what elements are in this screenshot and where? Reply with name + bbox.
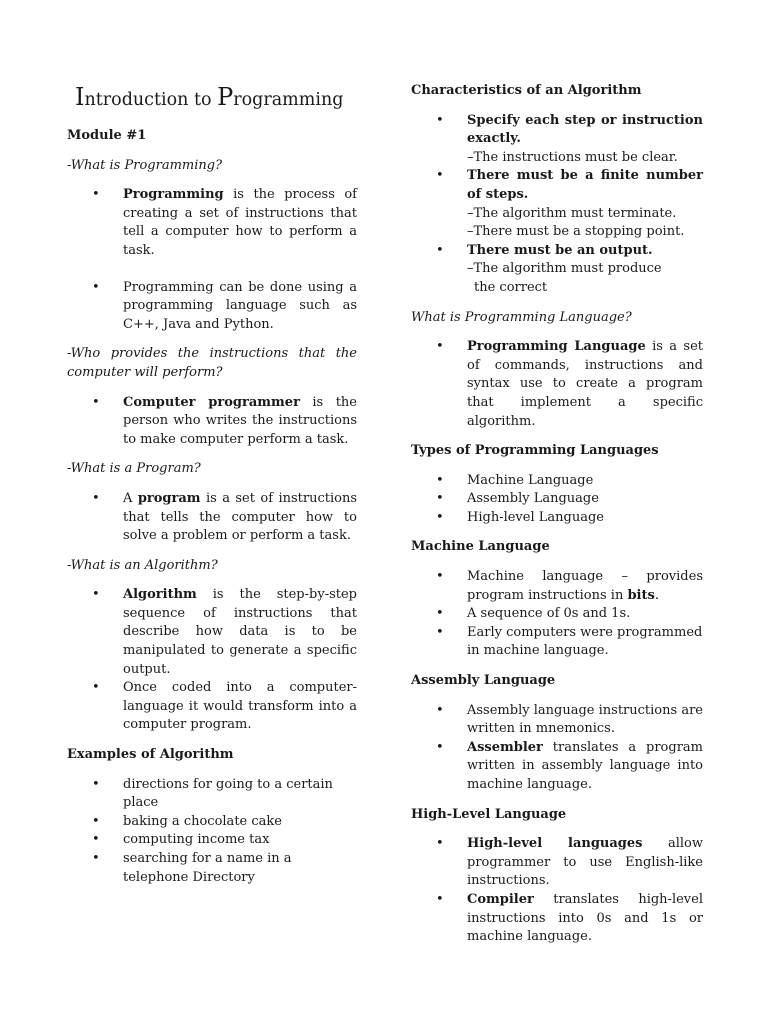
characteristics-heading: Characteristics of an Algorithm	[411, 83, 642, 98]
list-item	[67, 679, 357, 735]
high-level-language-heading: High-Level Language	[411, 806, 567, 822]
term-high-level-languages: High-level languages	[467, 836, 643, 852]
algorithm-list	[67, 586, 357, 735]
title-part-1: ntroduction to	[84, 90, 218, 110]
characteristic-2: There must be a finite number of steps.	[467, 168, 703, 202]
sub-note: –The instructions must be clear.	[467, 149, 678, 165]
question-text: What is Programming?	[70, 157, 223, 173]
list-item: • Early computers were programmed in machine language.	[411, 624, 703, 661]
list-item: • Machine Language	[411, 472, 703, 491]
term-computer-programmer: Computer programmer	[123, 394, 300, 410]
item-text: Once coded into a computer-language it would transform into a computer program.	[123, 680, 357, 733]
list-item	[67, 186, 357, 260]
right-column	[411, 82, 703, 958]
definition-text: is the step-by-step sequence of instructions that describe how data is to be manipulated to generate a specific output.	[123, 587, 357, 677]
definition-text: is a set of commands, instructions and syntax use to create a program that implement a specific algorithm.	[467, 339, 703, 429]
programming-language-list	[411, 338, 703, 431]
sub-note: the correct	[474, 279, 548, 295]
characteristic-1: Specify each step or instruction exactly.	[467, 112, 703, 147]
title-initial-i: I	[75, 83, 85, 111]
title-part-2: rogramming	[233, 90, 344, 110]
item-text-end: .	[654, 587, 659, 603]
term-compiler: Compiler	[467, 891, 534, 907]
list-item: • computing income tax	[67, 831, 357, 850]
list-item: • Assembly language instructions are written in mnemonics.	[411, 702, 703, 739]
text-prefix: A	[123, 490, 138, 506]
definition-text: allow programmer to use English-like instructions.	[467, 836, 703, 889]
list-item	[411, 338, 703, 431]
term-algorithm: Algorithm	[123, 587, 197, 603]
definition-text: is the process of creating a set of instructions that tell a computer how to perform a task.	[123, 187, 357, 258]
list-item	[411, 739, 703, 795]
term-bits: bits	[627, 587, 655, 603]
types-heading: Types of Programming Languages	[411, 443, 659, 459]
programmer-list	[67, 394, 357, 450]
definition-text: translates high-level instructions into 0s and 1s or machine language.	[467, 891, 703, 945]
list-item	[67, 279, 357, 335]
list-item: • directions for going to a certain place	[67, 776, 357, 813]
question-what-is-programming	[67, 157, 357, 176]
high-level-language-list	[411, 835, 703, 947]
question-what-is-program: -What is a Program?	[67, 461, 201, 477]
list-item	[67, 490, 357, 546]
list-item	[67, 586, 357, 679]
list-item: • High-level Language	[411, 509, 703, 528]
question-who-provides: -Who provides the instructions that the computer will perform?	[67, 346, 357, 380]
question-what-is-algorithm: -What is an Algorithm?	[67, 557, 218, 573]
definition-text: translates a program written in assembly language into machine language.	[467, 739, 703, 792]
module-label: Module #1	[67, 128, 147, 143]
item-text: Programming can be done using a programming language such as C++, Java and Python.	[123, 279, 357, 332]
title-initial-p: P	[217, 83, 234, 111]
types-list	[411, 472, 703, 528]
programming-list	[67, 186, 357, 334]
characteristics-list	[411, 112, 703, 298]
list-item	[411, 568, 703, 605]
list-item	[411, 835, 703, 891]
machine-language-heading: Machine Language	[411, 539, 550, 555]
list-item	[411, 891, 703, 947]
program-list	[67, 490, 357, 546]
examples-heading: Examples of Algorithm	[67, 747, 234, 763]
question-prefix: -	[67, 157, 71, 173]
left-column	[67, 84, 357, 898]
assembly-language-heading: Assembly Language	[411, 673, 556, 689]
term-program: program	[137, 490, 201, 506]
page-title	[75, 84, 357, 113]
examples-list	[67, 776, 357, 888]
list-item	[411, 242, 703, 298]
sub-note: –There must be a stopping point.	[467, 224, 685, 240]
machine-language-list	[411, 568, 703, 661]
list-item	[67, 394, 357, 450]
list-item	[411, 167, 703, 241]
term-programming-language: Programming Language	[467, 339, 646, 355]
list-item	[411, 112, 703, 168]
definition-text: is the person who writes the instructions to make computer perform a task.	[123, 394, 357, 447]
item-text: Machine language – provides program instructions in	[467, 569, 703, 603]
sub-note: –The algorithm must produce	[467, 261, 662, 277]
characteristic-3: There must be an output.	[467, 242, 653, 258]
question-what-is-programming-language: What is Programming Language?	[411, 309, 632, 325]
list-item: • baking a chocolate cake	[67, 813, 357, 832]
term-programming: Programming	[123, 187, 224, 203]
assembly-language-list	[411, 702, 703, 795]
definition-text: is a set of instructions that tells the computer how to solve a problem or perform a task.	[123, 490, 357, 544]
list-item: • A sequence of 0s and 1s.	[411, 605, 703, 624]
sub-note: –The algorithm must terminate.	[467, 205, 677, 221]
term-assembler: Assembler	[467, 739, 543, 755]
list-item: • searching for a name in a telephone Directory	[67, 850, 357, 887]
list-item: • Assembly Language	[411, 490, 703, 509]
